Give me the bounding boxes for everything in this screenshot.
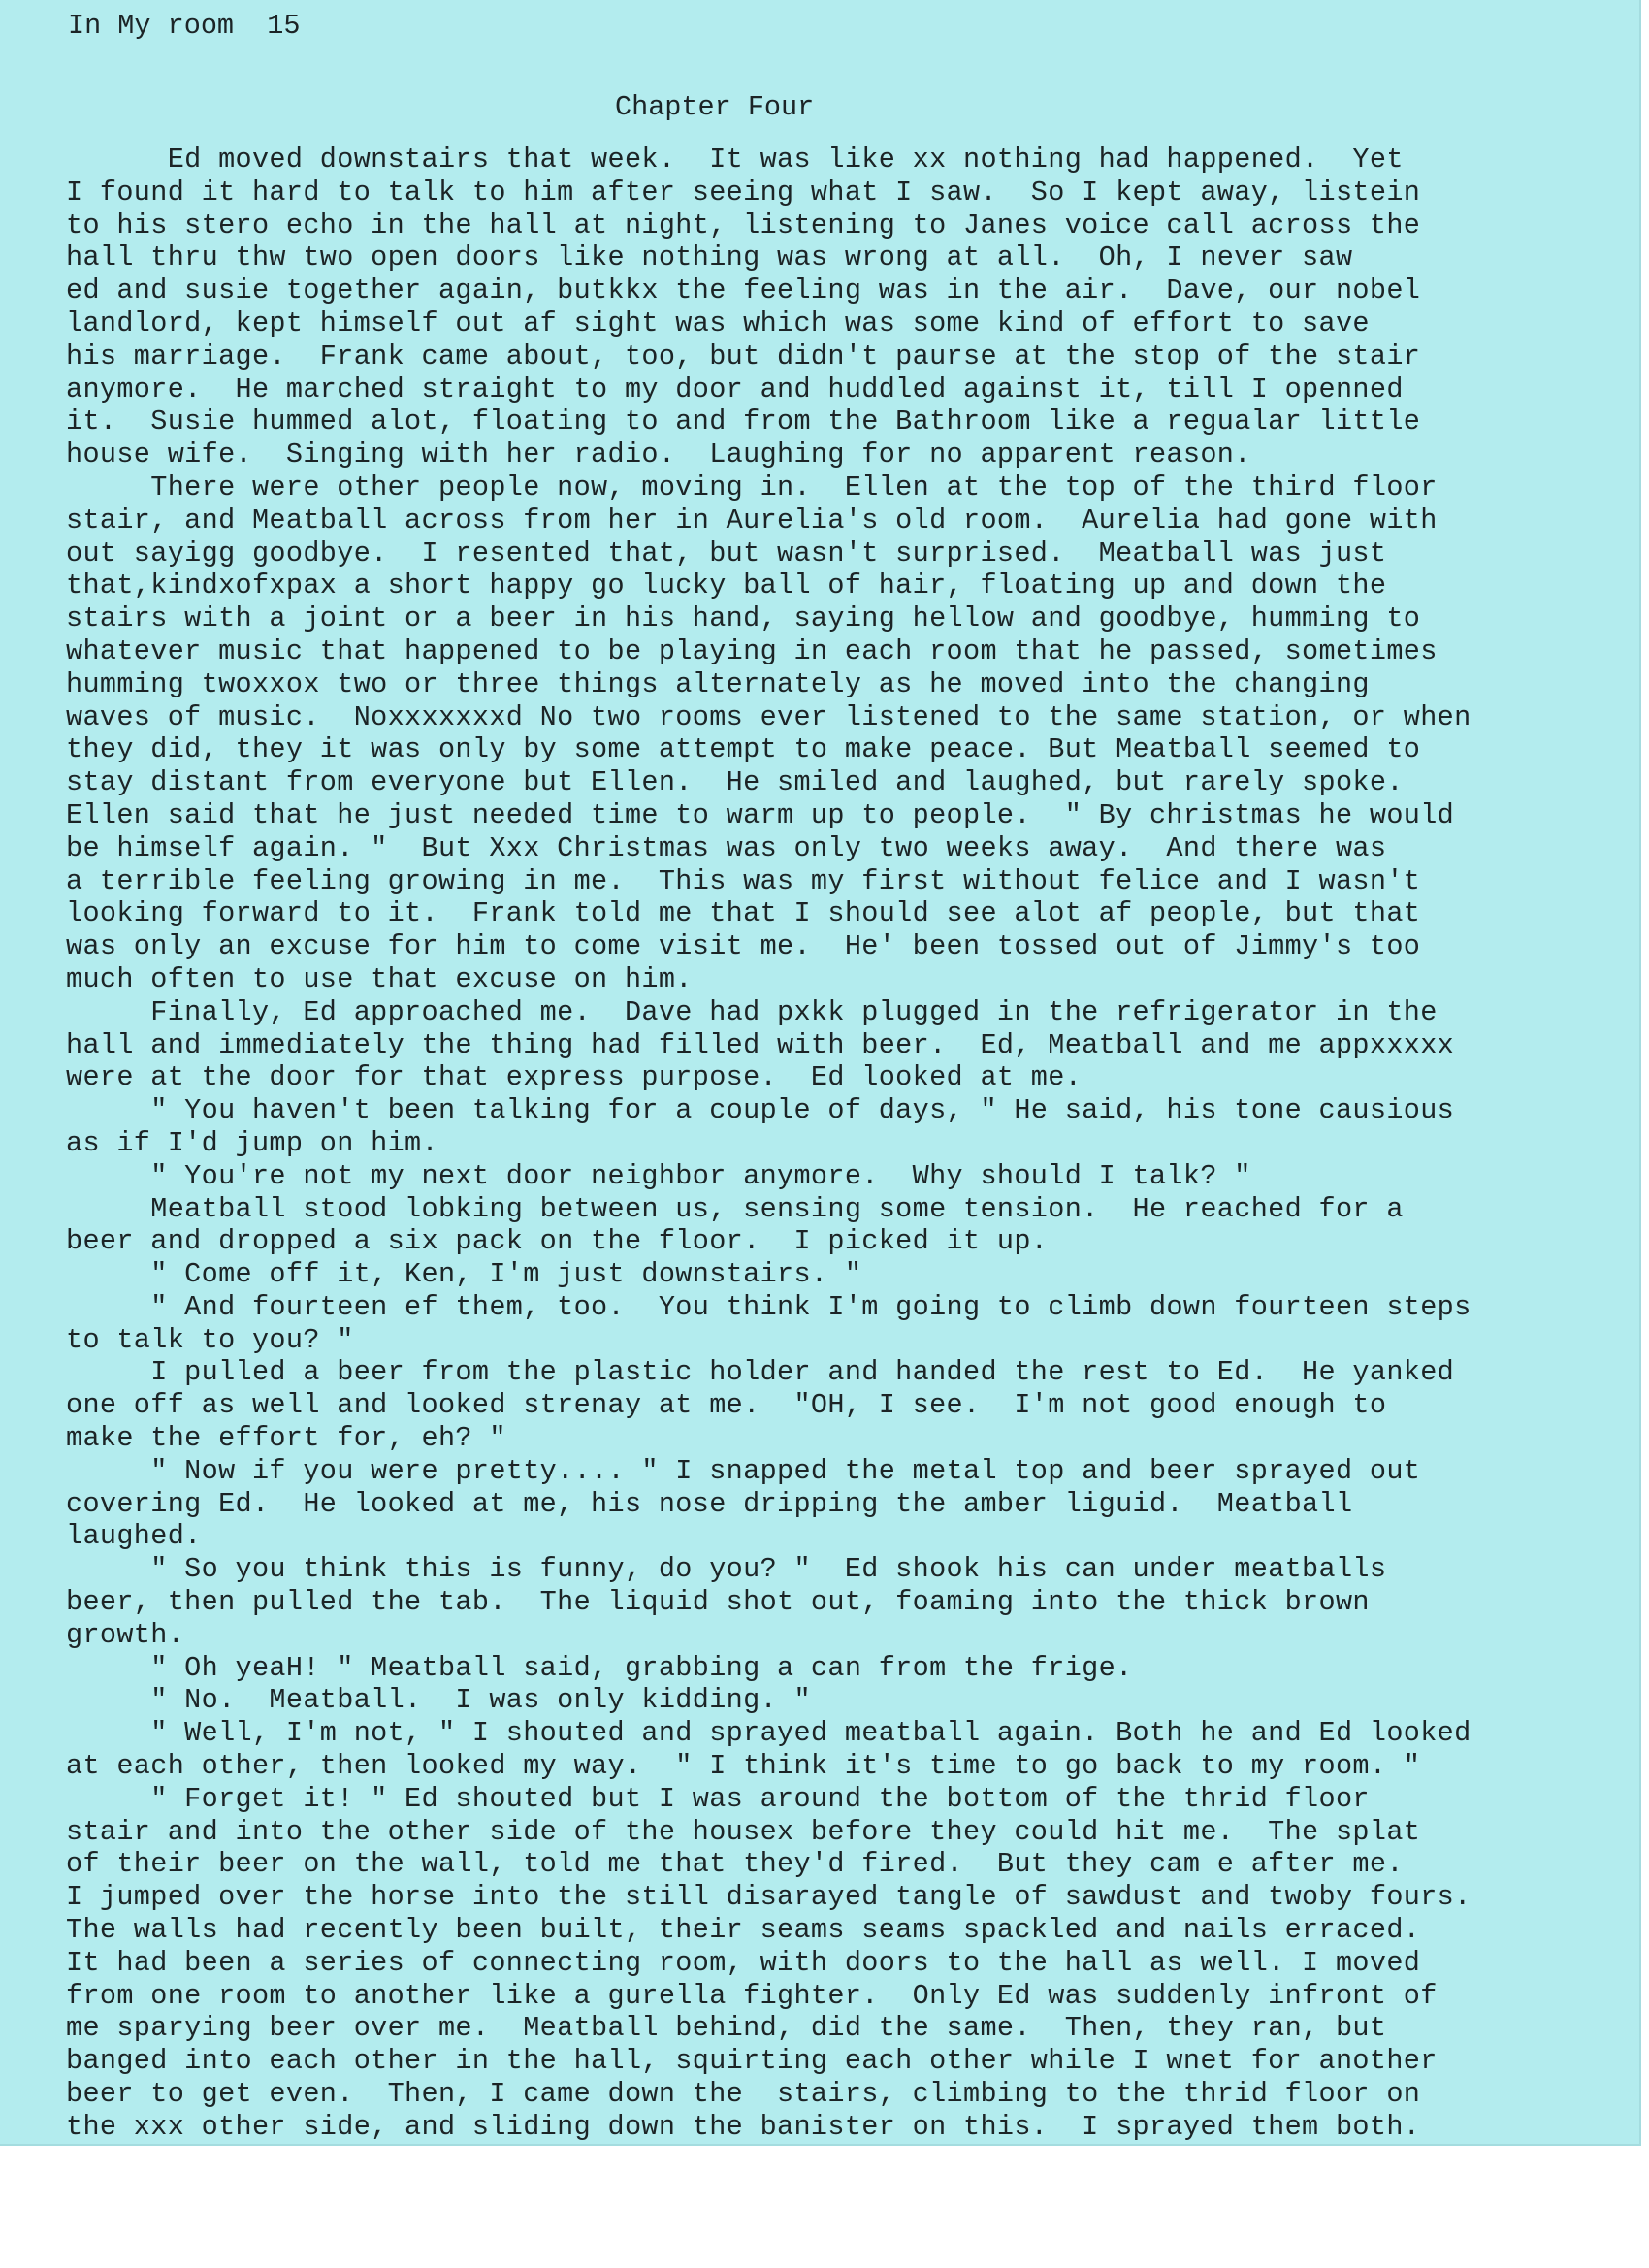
text-line: beer to get even. Then, I came down the stairs, climbing to the thrid floor on — [66, 2078, 1421, 2111]
text-line: much often to use that excuse on him. — [66, 962, 693, 995]
text-line: to talk to you? " — [66, 1323, 354, 1356]
text-line: ed and susie together again, butkkx the feeling was in the air. Dave, our nobel — [66, 275, 1421, 308]
text-line: hall thru thw two open doors like nothing was wrong at all. Oh, I never saw — [66, 242, 1353, 275]
text-line: Ed moved downstairs that week. It was like xx nothing had happened. Yet — [66, 144, 1404, 176]
text-line: anymore. He marched straight to my door and huddled against it, till I openned — [66, 373, 1404, 405]
text-line: stairs with a joint or a beer in his hand, saying hellow and goodbye, humming to — [66, 602, 1421, 635]
text-line: the xxx other side, and sliding down the banister on this. I sprayed them both. — [66, 2110, 1421, 2143]
text-line: waves of music. Noxxxxxxxd No two rooms ever listened to the same station, or when — [66, 700, 1471, 733]
text-line: at each other, then looked my way. " I think it's time to go back to my room. " — [66, 1750, 1421, 1783]
text-line: " Now if you were pretty.... " I snapped the metal top and beer sprayed out — [66, 1454, 1421, 1487]
text-line: " You're not my next door neighbor anymore. Why should I talk? " — [66, 1159, 1251, 1192]
text-line: I jumped over the horse into the still disarayed tangle of sawdust and twoby fours. — [66, 1881, 1471, 1914]
text-line: hall and immediately the thing had filled with beer. Ed, Meatball and me appxxxxx — [66, 1028, 1455, 1061]
text-line: Ellen said that he just needed time to warm up to people. " By christmas he would — [66, 798, 1455, 831]
text-line: " No. Meatball. I was only kidding. " — [66, 1684, 811, 1717]
text-line: beer and dropped a six pack on the floor. I picked it up. — [66, 1225, 1049, 1258]
text-line: " And fourteen ef them, too. You think I'm going to climb down fourteen steps — [66, 1290, 1471, 1323]
text-line: covering Ed. He looked at me, his nose dripping the amber liguid. Meatball — [66, 1487, 1353, 1520]
text-line: humming twoxxox two or three things alternately as he moved into the changing — [66, 667, 1370, 700]
text-line: landlord, kept himself out af sight was which was some kind of effort to save — [66, 307, 1370, 340]
text-line: " You haven't been talking for a couple of days, " He said, his tone causious — [66, 1094, 1455, 1127]
text-line: house wife. Singing with her radio. Laughing for no apparent reason. — [66, 438, 1251, 471]
text-line: that,kindxofxpax a short happy go lucky ball of hair, floating up and down the — [66, 569, 1387, 602]
text-line: out sayigg goodbye. I resented that, but wasn't surprised. Meatball was just — [66, 536, 1387, 569]
text-line: " Oh yeaH! " Meatball said, grabbing a can from the frige. — [66, 1651, 1133, 1684]
text-line: whatever music that happened to be playing in each room that he passed, sometimes — [66, 634, 1438, 667]
text-line: " Well, I'm not, " I shouted and sprayed meatball again. Both he and Ed looked — [66, 1717, 1471, 1750]
text-line: as if I'd jump on him. — [66, 1126, 438, 1159]
body-text — [66, 144, 1639, 2144]
text-line: It had been a series of connecting room, with doors to the hall as well. I moved — [66, 1946, 1421, 1979]
text-line: stay distant from everyone but Ellen. He smiled and laughed, but rarely spoke. — [66, 766, 1404, 799]
text-line: it. Susie hummed alot, floating to and from the Bathroom like a regualar little — [66, 405, 1421, 438]
text-line: looking forward to it. Frank told me that I should see alot af people, but that — [66, 897, 1421, 930]
text-line: from one room to another like a gurella fighter. Only Ed was suddenly infront of — [66, 1979, 1438, 2012]
text-line: Meatball stood lobking between us, sensing some tension. He reached for a — [66, 1192, 1404, 1225]
text-line: stair, and Meatball across from her in Aurelia's old room. Aurelia had gone with — [66, 503, 1438, 536]
text-line: " So you think this is funny, do you? " Ed shook his can under meatballs — [66, 1553, 1387, 1586]
text-line: I found it hard to talk to him after seeing what I saw. So I kept away, listein — [66, 176, 1421, 209]
text-line: his marriage. Frank came about, too, but didn't paurse at the stop of the stair — [66, 340, 1421, 373]
text-line: The walls had recently been built, their seams seams spackled and nails erraced. — [66, 1914, 1421, 1947]
text-line: growth. — [66, 1618, 185, 1651]
text-line: " Come off it, Ken, I'm just downstairs. " — [66, 1258, 862, 1291]
text-line: banged into each other in the hall, squirting each other while I wnet for another — [66, 2045, 1438, 2078]
page-header: In My room 15 — [68, 10, 301, 42]
text-line: were at the door for that express purpose. Ed looked at me. — [66, 1061, 1083, 1094]
text-line: me sparying beer over me. Meatball behind, did the same. Then, they ran, but — [66, 2012, 1387, 2045]
text-line: to his stero echo in the hall at night, listening to Janes voice call across the — [66, 209, 1421, 242]
text-line: one off as well and looked strenay at me. "OH, I see. I'm not good enough to — [66, 1389, 1387, 1422]
chapter-title: Chapter Four — [615, 91, 815, 123]
text-line: Finally, Ed approached me. Dave had pxkk plugged in the refrigerator in the — [66, 995, 1438, 1028]
text-line: they did, they it was only by some attempt to make peace. But Meatball seemed to — [66, 733, 1421, 766]
text-line: be himself again. " But Xxx Christmas was only two weeks away. And there was — [66, 831, 1387, 864]
text-line: a terrible feeling growing in me. This was my first without felice and I wasn't — [66, 864, 1421, 897]
text-line: There were other people now, moving in. Ellen at the top of the third floor — [66, 470, 1438, 503]
text-line: " Forget it! " Ed shouted but I was around the bottom of the thrid floor — [66, 1782, 1370, 1815]
text-line: I pulled a beer from the plastic holder and handed the rest to Ed. He yanked — [66, 1356, 1455, 1389]
text-line: beer, then pulled the tab. The liquid shot out, foaming into the thick brown — [66, 1586, 1370, 1619]
text-line: was only an excuse for him to come visit me. He' been tossed out of Jimmy's too — [66, 930, 1421, 963]
text-line: laughed. — [66, 1520, 202, 1553]
text-line: of their beer on the wall, told me that they'd fired. But they cam e after me. — [66, 1848, 1404, 1881]
text-line: stair and into the other side of the housex before they could hit me. The splat — [66, 1815, 1421, 1848]
text-line: make the effort for, eh? " — [66, 1422, 506, 1455]
